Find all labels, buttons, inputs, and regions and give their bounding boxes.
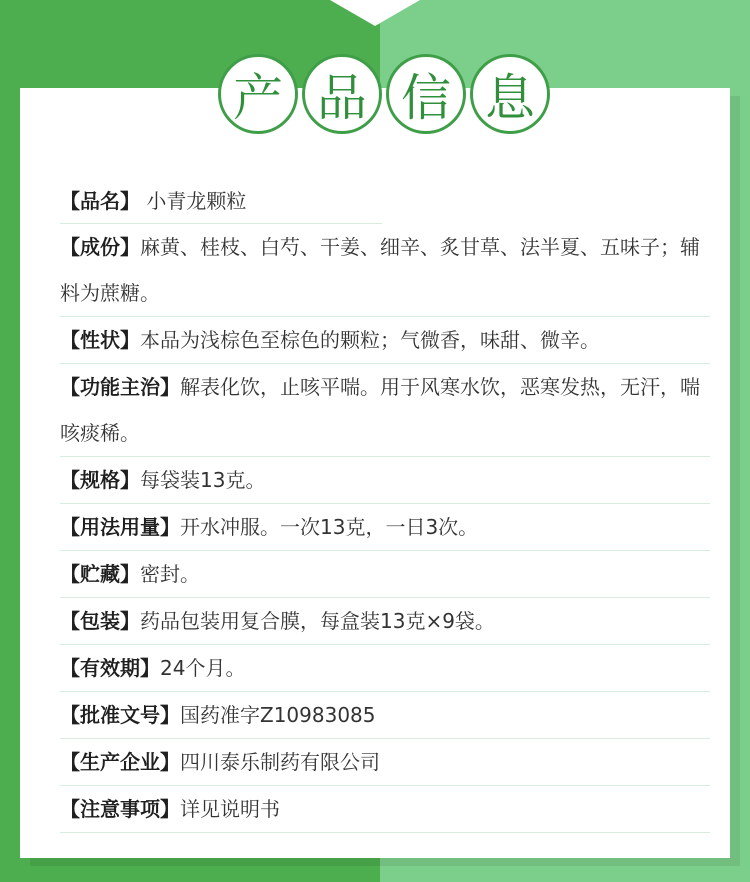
row-label: 【生产企业】 — [60, 750, 180, 774]
info-row-properties — [60, 317, 710, 364]
info-row-manufacturer — [60, 739, 710, 786]
row-value: 四川泰乐制药有限公司 — [180, 750, 380, 774]
row-label: 【性状】 — [60, 328, 140, 352]
row-label: 【规格】 — [60, 468, 140, 492]
row-value: 密封。 — [140, 562, 200, 586]
info-row-name — [60, 178, 710, 224]
row-label: 【用法用量】 — [60, 515, 180, 539]
info-row-shelf-life — [60, 645, 710, 692]
info-row-specification — [60, 457, 710, 504]
info-row-indications — [60, 364, 710, 457]
row-label: 【成份】 — [60, 235, 140, 259]
row-label: 【注意事项】 — [60, 797, 180, 821]
row-label: 【品名】 — [60, 189, 140, 213]
row-value: 国药准字Z10983085 — [180, 703, 376, 727]
row-value: 麻黄、桂枝、白芍、干姜、细辛、炙甘草、法半夏、五味子；辅料为蔗糖。 — [60, 235, 700, 305]
row-label: 【有效期】 — [60, 656, 160, 680]
row-value: 开水冲服。一次13克，一日3次。 — [180, 515, 479, 539]
info-row-storage — [60, 551, 710, 598]
info-row-ingredients — [60, 224, 710, 317]
title-char: 息 — [470, 54, 550, 134]
product-info-list — [60, 178, 710, 833]
info-row-dosage — [60, 504, 710, 551]
info-row-package — [60, 598, 710, 645]
row-label: 【贮藏】 — [60, 562, 140, 586]
title-char: 品 — [302, 54, 382, 134]
title-char: 产 — [218, 54, 298, 134]
row-label: 【功能主治】 — [60, 375, 180, 399]
row-value: 每袋装13克。 — [140, 468, 266, 492]
title-char: 信 — [386, 54, 466, 134]
row-label: 【批准文号】 — [60, 703, 180, 727]
row-value: 药品包装用复合膜，每盒装13克×9袋。 — [140, 609, 495, 633]
info-row-precautions — [60, 786, 710, 833]
row-value: 小青龙颗粒 — [146, 189, 247, 213]
section-title — [218, 54, 550, 140]
row-value: 24个月。 — [160, 656, 246, 680]
info-row-approval-number — [60, 692, 710, 739]
row-value: 详见说明书 — [180, 797, 280, 821]
row-value: 解表化饮，止咳平喘。用于风寒水饮，恶寒发热，无汗，喘咳痰稀。 — [60, 375, 700, 445]
row-value: 本品为浅棕色至棕色的颗粒；气微香，味甜、微辛。 — [140, 328, 600, 352]
row-label: 【包装】 — [60, 609, 140, 633]
